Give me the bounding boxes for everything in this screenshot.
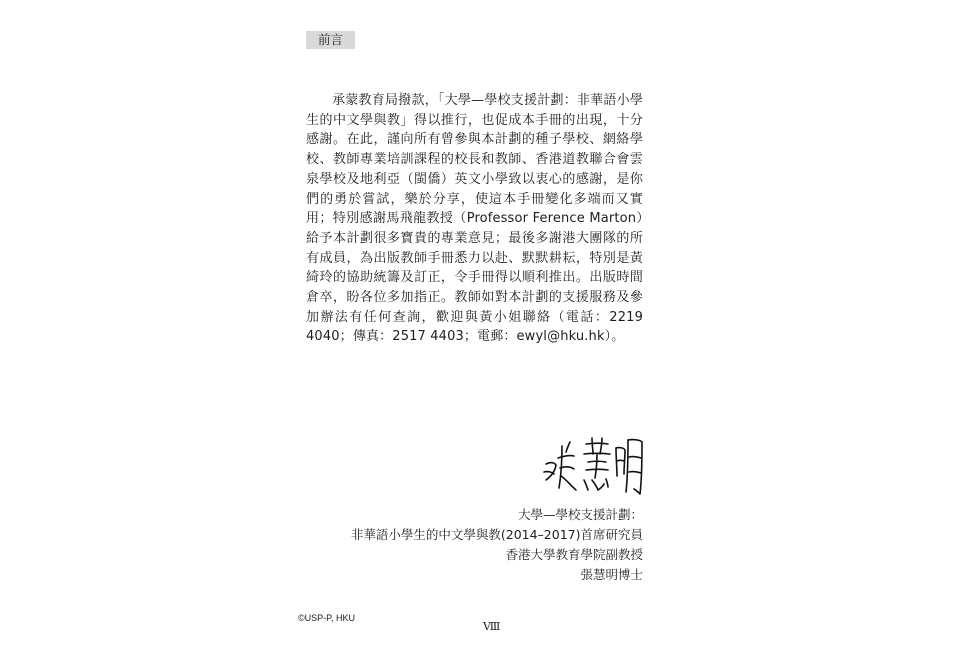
program-name-line: 大學—學校支援計劃： (517, 507, 643, 522)
author-name-line: 張慧明博士 (580, 567, 643, 582)
preface-body (306, 91, 643, 347)
page-number: Ⅷ (483, 620, 501, 633)
affiliation-line: 香港大學教育學院副教授 (505, 547, 643, 562)
section-title-label: 前言 (306, 31, 355, 49)
position-line: 非華語小學生的中文學與教(2014–2017)首席研究員 (350, 527, 643, 542)
copyright-notice: ©USP-P, HKU (298, 613, 355, 623)
handwritten-signature (540, 432, 646, 498)
signature-block (351, 505, 643, 585)
preface-text: 承蒙教育局撥款，「大學—學校支援計劃：非華語小學生的中文學與教」得以推行，也促成本手冊的出現，十分感謝。在此，謹向所有曾參與本計劃的種子學校、網絡學校、教師專業培訓課程的校長和教師、香港道教聯合會雲泉學校及地利亞（閩僑）英文小學致以衷心的感謝，是你們的勇於嘗試，樂於分享，使這本手冊變化多端而又實用；特別感謝馬飛龍教授（Professor Ference Marton）給予本計劃很多寶貴的專業意見；最後多謝港大團隊的所有成員，為出版教師手冊悉力以赴、默默耕耘，特別是黃綺玲的協助統籌及訂正，令手冊得以順利推出。出版時間倉卒，盼各位多加指正。教師如對本計劃的支援服務及參加辦法有任何查詢，歡迎與黃小姐聯絡（電話：2219 4040；傳真：2517 4403；電郵：ewyl@hku.hk）。 (306, 93, 643, 345)
